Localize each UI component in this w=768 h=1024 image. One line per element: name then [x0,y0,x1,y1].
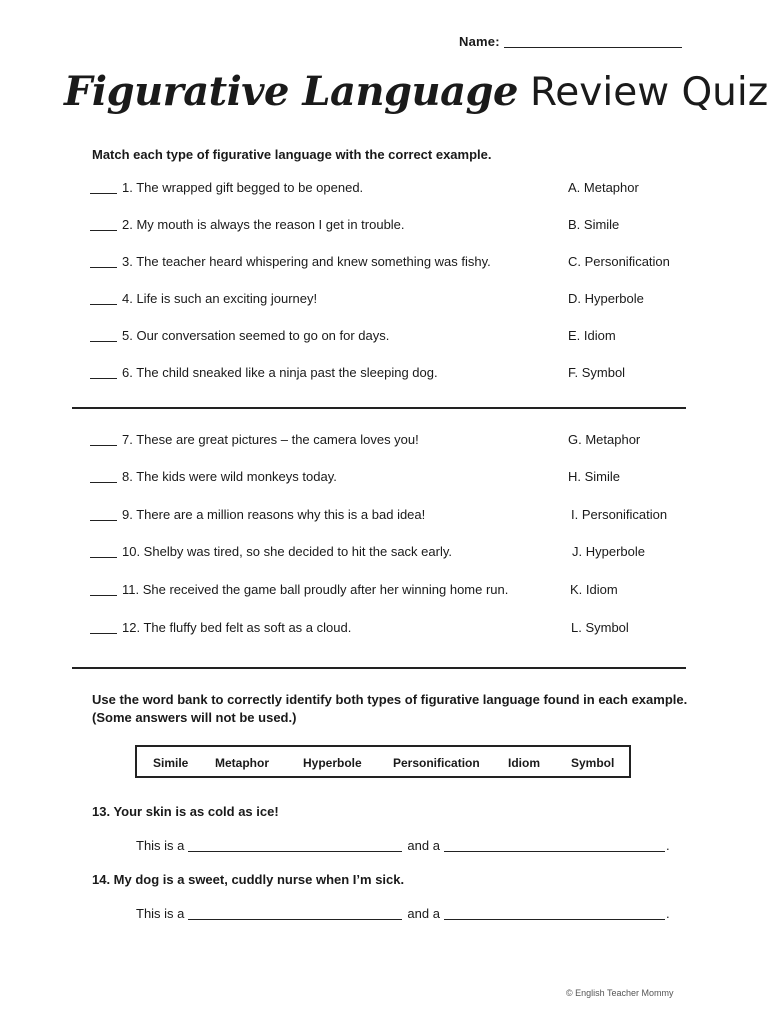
answer-middle: and a [407,838,440,853]
answer-line [136,838,670,853]
option-label: L. Symbol [571,620,629,635]
option-label: B. Simile [568,217,620,232]
part3-instructions: Use the word bank to correctly identify both types of figurative language found in each example. (Some answers will not be used.) [92,692,688,725]
question-text: 2. My mouth is always the reason I get in trouble. [122,217,405,232]
question-text: 5. Our conversation seemed to go on for days. [122,328,390,343]
question-item [90,217,405,232]
answer-blank[interactable] [90,292,117,305]
question-prompt: 14. My dog is a sweet, cuddly nurse when I’m sick. [92,872,405,887]
answer-end: . [665,906,670,921]
option-label: K. Idiom [570,582,618,597]
option-label: H. Simile [568,469,621,484]
word-bank-item: Symbol [571,756,615,770]
option-label: F. Symbol [568,365,626,380]
option-label: A. Metaphor [568,180,639,195]
section-divider [72,407,686,409]
question-item [90,582,508,597]
question-item [90,432,419,447]
answer-blank[interactable] [90,218,117,231]
name-blank[interactable] [504,35,682,48]
title-plain: Review Quiz [529,70,768,115]
answer-middle: and a [407,906,440,921]
option-label: J. Hyperbole [572,544,645,559]
answer-blank[interactable] [90,255,117,268]
answer-line [136,906,670,921]
answer-blank[interactable] [90,508,117,521]
question-text: 4. Life is such an exciting journey! [122,291,318,306]
name-label: Name: [459,34,500,49]
answer-prefix: This is a [136,906,185,921]
answer-blank[interactable] [444,839,665,852]
section-divider [72,667,686,669]
option-label: D. Hyperbole [568,291,644,306]
question-item [90,254,491,269]
word-bank-item: Idiom [508,756,540,770]
word-bank-item: Simile [153,756,189,770]
answer-blank[interactable] [90,470,117,483]
question-text: 1. The wrapped gift begged to be opened. [122,180,364,195]
title-script: Figurative Language [64,68,518,115]
option-label: C. Personification [568,254,670,269]
answer-blank[interactable] [90,545,117,558]
option-label: G. Metaphor [568,432,641,447]
answer-blank[interactable] [90,583,117,596]
answer-blank[interactable] [90,366,117,379]
part1-instructions: Match each type of figurative language with the correct example. [92,147,492,162]
copyright-credit: © English Teacher Mommy [566,988,674,998]
answer-blank[interactable] [90,433,117,446]
question-text: 9. There are a million reasons why this is a bad idea! [122,507,426,522]
word-bank [135,745,631,778]
answer-prefix: This is a [136,838,185,853]
question-text: 11. She received the game ball proudly after her winning home run. [122,582,509,597]
question-text: 7. These are great pictures – the camera loves you! [122,432,419,447]
question-prompt: 13. Your skin is as cold as ice! [92,804,279,819]
question-text: 3. The teacher heard whispering and knew something was fishy. [122,254,491,269]
answer-blank[interactable] [188,839,402,852]
word-bank-item: Personification [393,756,480,770]
word-bank-item: Metaphor [215,756,269,770]
question-item [90,291,317,306]
answer-end: . [665,838,670,853]
option-label: E. Idiom [568,328,616,343]
answer-blank[interactable] [90,181,117,194]
name-field [459,34,682,49]
question-item [90,365,438,380]
question-item [90,507,425,522]
option-label: I. Personification [571,507,668,522]
page-title [64,68,768,115]
question-item [90,180,363,195]
answer-blank[interactable] [90,621,117,634]
question-item [90,469,337,484]
question-text: 6. The child sneaked like a ninja past the sleeping dog. [122,365,438,380]
question-item [90,620,351,635]
question-text: 8. The kids were wild monkeys today. [122,469,337,484]
question-item [90,328,389,343]
answer-blank[interactable] [188,907,402,920]
question-text: 12. The fluffy bed felt as soft as a cloud. [122,620,352,635]
question-text: 10. Shelby was tired, so she decided to hit the sack early. [122,544,452,559]
question-item [90,544,452,559]
answer-blank[interactable] [444,907,665,920]
word-bank-item: Hyperbole [303,756,362,770]
answer-blank[interactable] [90,329,117,342]
